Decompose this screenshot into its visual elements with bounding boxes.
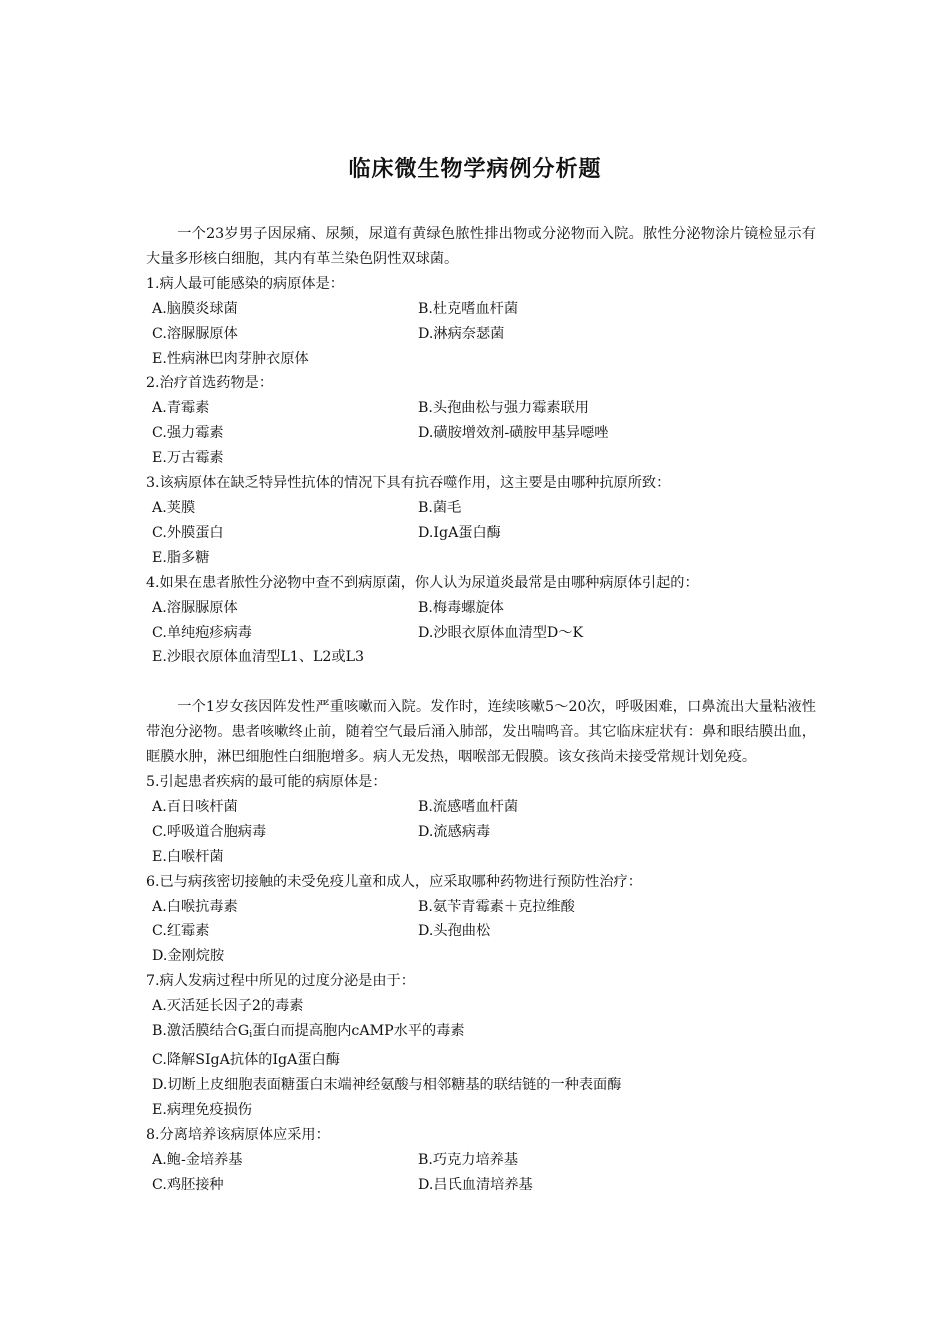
option-a: A.青霉素 [152, 400, 210, 417]
option-e: E.白喉杆菌 [152, 848, 224, 865]
option-c: C.强力霉素 [152, 425, 224, 442]
question-text: 8.分离培养该病原体应采用： [146, 1126, 330, 1143]
option-e: E.沙眼衣原体血清型L1、L2或L3 [152, 649, 365, 666]
option-b: B.梅毒螺旋体 [418, 599, 504, 616]
question-7 [146, 969, 816, 1122]
option-b: B.流感嗜血杆菌 [418, 798, 519, 815]
options [146, 297, 816, 372]
option-d: D.沙眼衣原体血清型D～K [418, 624, 584, 641]
case1-intro: 一个23岁男子因尿痛、尿频，尿道有黄绿色脓性排出物或分泌物而入院。脓性分泌物涂片镜检显示有大量多形核白细胞，其内有革兰染色阴性双球菌。 [146, 226, 816, 267]
option-b: B.巧克力培养基 [418, 1151, 519, 1168]
options [146, 795, 816, 870]
option-c: C.鸡胚接种 [152, 1176, 224, 1193]
option-c: C.呼吸道合胞病毒 [152, 823, 267, 840]
option-b-prefix: B.激活膜结合G [152, 1023, 250, 1040]
option-b [152, 1019, 816, 1048]
option-c: C.红霉素 [152, 923, 210, 940]
option-a: A.脑膜炎球菌 [152, 300, 238, 317]
option-e: D.金刚烷胺 [152, 948, 225, 965]
option-d: D.头孢曲松 [418, 923, 491, 940]
option-c: C.溶脲脲原体 [152, 325, 238, 342]
question-5 [146, 770, 816, 870]
option-b-suffix: 蛋白而提高胞内cAMP水平的毒素 [252, 1023, 465, 1040]
question-4 [146, 571, 816, 671]
question-text: 2.治疗首选药物是： [146, 375, 274, 392]
option-c: C.外膜蛋白 [152, 524, 224, 541]
question-6 [146, 870, 816, 970]
options [146, 994, 816, 1123]
option-b: B.杜克嗜血杆菌 [418, 300, 519, 317]
option-a: A.百日咳杆菌 [152, 798, 238, 815]
page-title: 临床微生物学病例分析题 [348, 157, 602, 182]
option-e: E.万古霉素 [152, 450, 224, 467]
case2-intro: 一个1岁女孩因阵发性严重咳嗽而入院。发作时，连续咳嗽5～20次，呼吸困难，口鼻流出大量粘液性带泡分泌物。患者咳嗽终止前，随着空气最后涌入肺部，发出喘鸣音。其它临床症状有：鼻和眼结膜出血，眶膜水肿，淋巴细胞性白细胞增多。病人无发热，咽喉部无假膜。该女孩尚未接受常规计划免疫。 [146, 699, 816, 766]
option-a: A.灭活延长因子2的毒素 [152, 998, 304, 1015]
option-c: C.单纯疱疹病毒 [152, 624, 252, 641]
option-a: A.白喉抗毒素 [152, 898, 238, 915]
question-1 [146, 272, 816, 372]
question-text: 5.引起患者疾病的最可能的病原体是： [146, 774, 387, 791]
options [146, 596, 816, 671]
option-c: C.降解SIgA抗体的IgA蛋白酶 [152, 1052, 340, 1068]
option-d: D.吕氏血清培养基 [418, 1176, 533, 1193]
option-d: D.切断上皮细胞表面糖蛋白末端神经氨酸与相邻糖基的联结链的一种表面酶 [152, 1076, 622, 1093]
option-a: A.鲍-金培养基 [152, 1151, 243, 1168]
options [146, 895, 816, 970]
question-2 [146, 371, 816, 471]
option-b: B.头孢曲松与强力霉素联用 [418, 400, 589, 417]
document-body [146, 222, 816, 1197]
option-a: A.荚膜 [152, 499, 196, 516]
option-e: E.性病淋巴肉芽肿衣原体 [152, 350, 309, 367]
option-d: D.IgA蛋白酶 [418, 524, 501, 541]
option-a: A.溶脲脲原体 [152, 599, 238, 616]
question-text: 3.该病原体在缺乏特异性抗体的情况下具有抗吞噬作用，这主要是由哪种抗原所致： [146, 475, 671, 492]
option-d: D.淋病奈瑟菌 [418, 325, 505, 342]
question-text: 7.病人发病过程中所见的过度分泌是由于： [146, 973, 415, 990]
option-b: B.菌毛 [418, 499, 462, 516]
options [146, 396, 816, 471]
question-3 [146, 471, 816, 571]
spacer [146, 670, 816, 695]
option-b: B.氨苄青霉素＋克拉维酸 [418, 898, 575, 915]
option-b-subscript: i [249, 1030, 253, 1041]
options [146, 1148, 816, 1198]
question-text: 4.如果在患者脓性分泌物中查不到病原菌，你人认为尿道炎最常是由哪种病原体引起的： [146, 574, 699, 591]
question-text: 1.病人最可能感染的病原体是： [146, 275, 344, 292]
option-d: D.磺胺增效剂-磺胺甲基异噁唑 [418, 425, 609, 442]
option-e: E.脂多糖 [152, 549, 210, 566]
options [146, 496, 816, 571]
question-8 [146, 1123, 816, 1198]
option-d: D.流感病毒 [418, 823, 491, 840]
question-text: 6.已与病孩密切接触的未受免疫儿童和成人，应采取哪种药物进行预防性治疗： [146, 873, 642, 890]
option-e: E.病理免疫损伤 [152, 1101, 252, 1118]
